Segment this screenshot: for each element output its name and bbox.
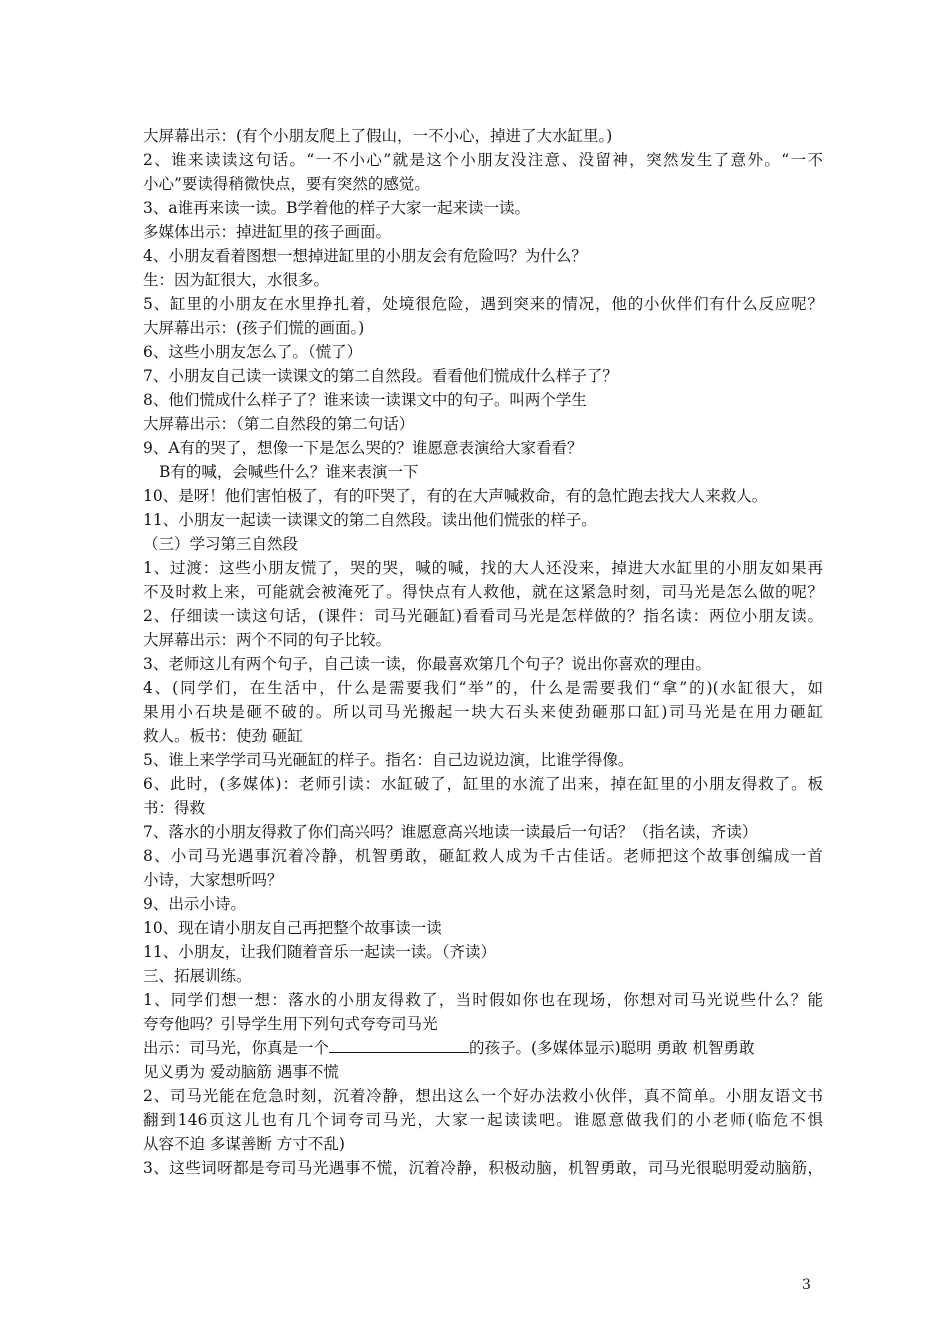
text-line: 3、老师这儿有两个句子，自己读一读，你最喜欢第几个句子？说出你喜欢的理由。: [143, 655, 711, 673]
text-line: 小心”要读得稍微快点，要有突然的感觉。: [143, 175, 430, 193]
text-line: 果用小石块是砸不破的。所以司马光搬起一块大石头来使劲砸那口缸)司马光是在用力砸缸: [143, 703, 823, 721]
text-line: 2、谁来读读这句话。“一不小心”就是这个小朋友没注意、没留神，突然发生了意外。“一不: [143, 151, 823, 169]
text-line: 6、此时，(多媒体)：老师引读：水缸破了，缸里的水流了出来，掉在缸里的小朋友得救了。板: [143, 775, 823, 793]
text-line: 小诗，大家想听吗？: [143, 871, 283, 889]
text-line: 4、小朋友看着图想一想掉进缸里的小朋友会有危险吗？为什么？: [143, 247, 587, 265]
text-line: 2、司马光能在危急时刻，沉着冷静，想出这么一个好办法救小伙伴，真不简单。小朋友语文书: [143, 1087, 823, 1105]
text-line: 8、小司马光遇事沉着冷静，机智勇敢，砸缸救人成为千古佳话。老师把这个故事创编成一首: [143, 847, 823, 865]
text-line: 大屏幕出示：(有个小朋友爬上了假山，一不小心，掉进了大水缸里。): [143, 127, 613, 145]
text-line: 4、(同学们，在生活中，什么是需要我们“举”的，什么是需要我们“拿”的)(水缸很大，如: [143, 679, 823, 697]
section-heading: 三、拓展训练。: [143, 967, 252, 985]
text-line: 翻到146页这儿也有几个词夸司马光，大家一起读读吧。谁愿意做我们的小老师(临危不惧: [143, 1111, 823, 1129]
text-line: B有的喊，会喊些什么？谁来表演一下: [159, 463, 419, 481]
page-number: 3: [802, 1277, 811, 1293]
text-line: 书：得救: [143, 799, 206, 817]
text-line: 救人。板书：使劲 砸缸: [143, 727, 303, 745]
text-line: 7、小朋友自己读一读课文的第二自然段。看看他们慌成什么样子了？: [143, 367, 618, 385]
text-line: 不及时救上来，可能就会被淹死了。得快点有人救他，就在这紧急时刻，司马光是怎么做的呢？: [143, 583, 823, 601]
text-line: 大屏幕出示：（第二自然段的第二句话）: [143, 415, 415, 433]
text-line: 9、出示小诗。: [143, 895, 246, 913]
text-line: 5、缸里的小朋友在水里挣扎着，处境很危险，遇到突来的情况，他的小伙伴们有什么反应呢？: [143, 295, 823, 313]
text-line: 11、小朋友，让我们随着音乐一起读一读。（齐读）: [143, 943, 496, 961]
text-line: 9、A有的哭了，想像一下是怎么哭的？谁愿意表演给大家看看？: [143, 439, 583, 457]
fill-line-before: 出示：司马光，你真是一个: [143, 1039, 330, 1057]
text-line: 大屏幕出示：(孩子们慌的画面。): [143, 319, 365, 337]
text-line: 见义勇为 爱动脑筋 遇事不慌: [143, 1063, 339, 1081]
fill-line-after: 的孩子。(多媒体显示)聪明 勇敢 机智勇敢: [469, 1039, 755, 1057]
text-line: 3、a谁再来读一读。B学着他的样子大家一起来读一读。: [143, 199, 530, 217]
text-line: 1、同学们想一想：落水的小朋友得救了，当时假如你也在现场，你想对司马光说些什么？能: [143, 991, 823, 1009]
fill-in-line: [143, 1036, 823, 1060]
section-heading: （三）学习第三自然段: [143, 535, 299, 553]
text-line: 从容不迫 多谋善断 方寸不乱): [143, 1135, 345, 1153]
text-line: 10、现在请小朋友自己再把整个故事读一读: [143, 919, 442, 937]
text-line: 6、这些小朋友怎么了。（慌了）: [143, 343, 363, 361]
answer-blank: [329, 1038, 469, 1053]
text-line: 多媒体出示：掉进缸里的孩子画面。: [143, 223, 392, 241]
text-line: 夸夸他吗？引导学生用下列句式夸夸司马光: [143, 1015, 438, 1033]
text-line: 3、这些词呀都是夸司马光遇事不慌，沉着冷静，积极动脑，机智勇敢，司马光很聪明爱动脑筋，: [143, 1159, 823, 1177]
text-line: 生：因为缸很大，水很多。: [143, 271, 330, 289]
document-body: [143, 124, 823, 1180]
text-line: 7、落水的小朋友得救了你们高兴吗？谁愿意高兴地读一读最后一句话？（指名读，齐读）: [143, 823, 758, 841]
text-line: 2、仔细读一读这句话，(课件：司马光砸缸)看看司马光是怎样做的？指名读：两位小朋友读。: [143, 607, 823, 625]
text-line: 8、他们慌成什么样子了？谁来读一读课文中的句子。叫两个学生: [143, 391, 587, 409]
text-line: 5、谁上来学学司马光砸缸的样子。指名：自己边说边演，比谁学得像。: [143, 751, 634, 769]
text-line: 大屏幕出示：两个不同的句子比较。: [143, 631, 392, 649]
text-line: 10、是呀！他们害怕极了，有的吓哭了，有的在大声喊救命，有的急忙跑去找大人来救人。: [143, 487, 768, 505]
text-line: 11、小朋友一起读一读课文的第二自然段。读出他们慌张的样子。: [143, 511, 597, 529]
text-line: 1、过渡：这些小朋友慌了，哭的哭，喊的喊，找的大人还没来，掉进大水缸里的小朋友如果再: [143, 559, 823, 577]
